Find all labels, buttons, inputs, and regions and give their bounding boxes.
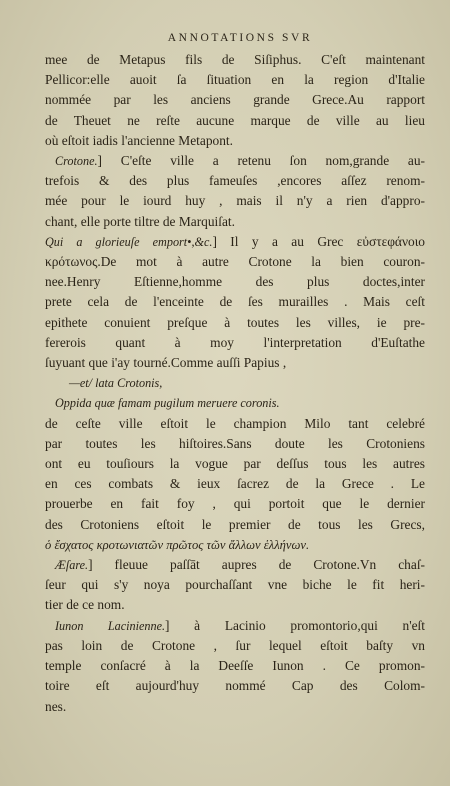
text-line: par toutes les hiſtoires.Sans doute les Crotoniens xyxy=(45,435,425,451)
text-line: fererois quant à moy l'interpretation d'Euſtathe xyxy=(45,334,425,350)
text-line: Qui a glorieuſe emport•,&c.] Il y a au Grec εὐστεφάνοιο xyxy=(45,233,425,249)
text-line: nommée par les anciens grande Grece.Au rapport xyxy=(45,92,425,108)
text-line: de ceſte ville eſtoit le champion Milo tant celebré xyxy=(45,415,425,431)
text-line: tier de ce nom. xyxy=(45,597,125,613)
text-line: Crotone.] C'eſte ville a retenu ſon nom,grande au- xyxy=(55,153,425,169)
text-line: trefois & des plus fameuſes ,encores aſſez renom- xyxy=(45,173,425,189)
text-line: nes. xyxy=(45,698,67,714)
running-head: ANNOTATIONS SVR xyxy=(167,32,313,44)
text-line: de Theuet ne reſte aucune marque de ville au lieu xyxy=(45,112,425,128)
text-line: temple conſacré à la Deeſſe Iunon . Ce promon- xyxy=(45,658,425,674)
text-line: ſeur qui s'y noya pourchaſſant vne biche le fit heri- xyxy=(45,577,425,593)
text-line: pas loin de Crotone , ſur lequel eſtoit baſty vn xyxy=(45,637,425,653)
text-line: prouerbe en fait foy , qui portoit que le dernier xyxy=(45,496,425,512)
text-line: epithete conuient preſque à toutes les villes, ie pre- xyxy=(45,314,425,330)
text-line: chant, elle porte tiltre de Marquiſat. xyxy=(45,213,235,229)
text-line: κρότωνος.De mot à autre Crotone la bien couron- xyxy=(45,254,425,270)
text-line: des Crotoniens eſtoit le premier de tous les Grecs, xyxy=(45,516,425,532)
text-line: Oppida quæ famam pugilum meruere coronis. xyxy=(55,396,280,411)
text-line: nee.Henry Eſtienne,homme des plus doctes,inter xyxy=(45,274,425,290)
text-line: où eſtoit iadis l'ancienne Metapont. xyxy=(45,132,233,148)
text-line: en ces combats & ieux ſacrez de la Grece . Le xyxy=(45,476,425,492)
text-line: ὁ ἔσχατος κροτωνιατῶν πρῶτος τῶν ἄλλων ἑλλήνων. xyxy=(45,537,310,552)
text-line: toire eſt aujourd'huy nommé Cap des Colom- xyxy=(45,678,425,694)
text-line: Æſare.] fleuue paſſāt aupres de Crotone.Vn chaſ- xyxy=(55,557,425,573)
text-line: Pellicor:elle auoit ſa ſituation en la region d'Italie xyxy=(45,72,425,88)
text-line: Iunon Lacinienne.] à Lacinio promontorio,qui n'eſt xyxy=(55,617,425,633)
text-line: mee de Metapus fils de Siſiphus. C'eſt maintenant xyxy=(45,52,425,67)
text-line: prete cela de l'enceinte de ſes murailles . Mais ceſt xyxy=(45,294,425,310)
text-line: ſuyuant que i'ay tourné.Comme auſſi Papius , xyxy=(45,355,287,371)
text-line: —et/ lata Crotonis, xyxy=(69,376,163,391)
text-line: mée pour le iourd huy , mais il n'y a rien d'appro- xyxy=(45,193,425,209)
annotation-text xyxy=(45,50,425,717)
text-line: ont eu touſiours la vogue par deſſus tous les autres xyxy=(45,456,425,472)
